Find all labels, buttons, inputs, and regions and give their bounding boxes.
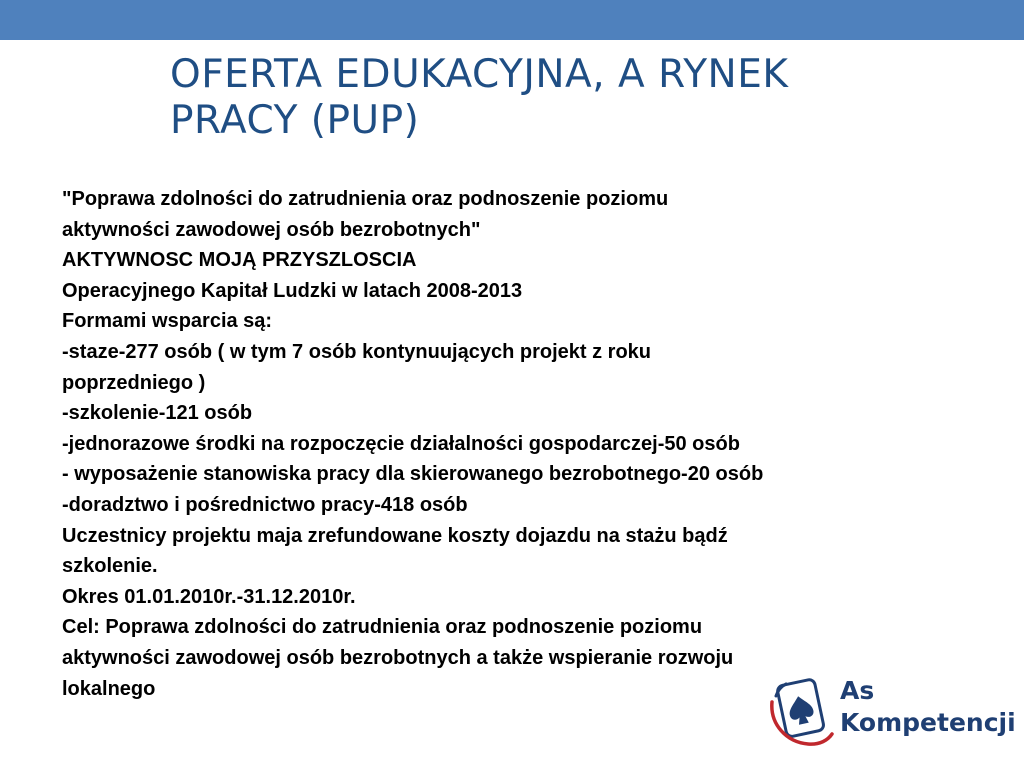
body-line: szkolenie. (62, 555, 158, 578)
as-kompetencji-logo[interactable] (768, 672, 1016, 748)
body-line: aktywności zawodowej osób bezrobotnych" (62, 218, 481, 241)
top-accent-bar (0, 0, 1024, 40)
slide-body-text (62, 184, 1002, 704)
body-line: -jednorazowe środki na rozpoczęcie działalności gospodarczej-50 osób (62, 432, 740, 455)
body-line: aktywności zawodowej osób bezrobotnych a także wspieranie rozwoju (62, 646, 734, 669)
body-line: Cel: Poprawa zdolności do zatrudnienia oraz podnoszenie poziomu (62, 616, 703, 639)
body-line: "Poprawa zdolności do zatrudnienia oraz podnoszenie poziomu (62, 188, 669, 210)
body-line: Okres 01.01.2010r.-31.12.2010r. (62, 585, 356, 608)
body-line: Uczestnicy projektu maja zrefundowane koszty dojazdu na stażu bądź (62, 524, 728, 547)
body-line: lokalnego (62, 677, 156, 700)
body-line: -staze-277 osób ( w tym 7 osób kontynuujących projekt z roku (62, 340, 652, 363)
body-line: AKTYWNOSC MOJĄ PRZYSZLOSCIA (62, 249, 417, 272)
logo-text-line1: As (840, 676, 875, 705)
body-line: Formami wsparcia są: (62, 310, 273, 333)
spade-card-icon (768, 672, 834, 748)
slide-title (170, 52, 890, 144)
slide-title-line: PRACY (PUP) (170, 98, 420, 143)
slide-title-line: OFERTA EDUKACYJNA, A RYNEK (170, 52, 789, 97)
body-line: -doradztwo i pośrednictwo pracy-418 osób (62, 493, 468, 516)
logo-text-line2: Kompetencji (840, 708, 1016, 737)
body-line: - wyposażenie stanowiska pracy dla skierowanego bezrobotnego-20 osób (62, 463, 764, 486)
body-line: poprzedniego ) (62, 371, 206, 394)
body-line: -szkolenie-121 osób (62, 402, 253, 425)
body-line: Operacyjnego Kapitał Ludzki w latach 2008-2013 (62, 279, 523, 302)
